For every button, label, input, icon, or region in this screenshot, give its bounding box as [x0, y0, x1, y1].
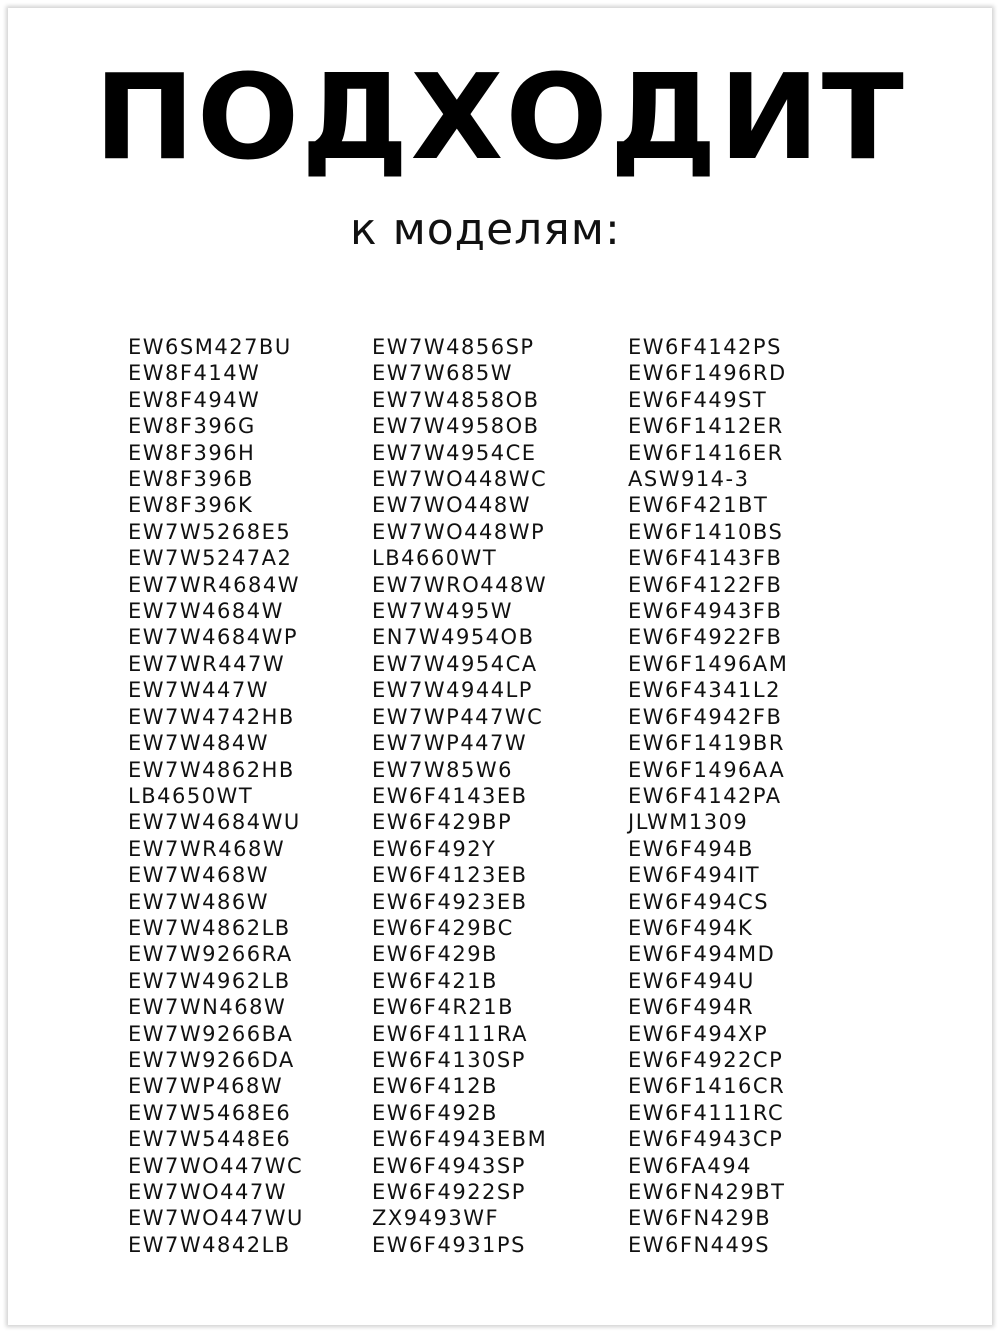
model-column-2: [372, 334, 547, 1258]
model-item: EW6F429B: [372, 942, 498, 967]
model-item: EW8F414W: [128, 361, 261, 386]
model-column-1: [128, 334, 304, 1258]
model-item: ASW914-3: [628, 467, 750, 492]
model-item: EW6F492Y: [372, 836, 497, 861]
model-item: EW7W4862HB: [128, 757, 295, 782]
model-item: EW7W4684WP: [128, 625, 299, 650]
model-item: EW7W5268E5: [128, 519, 292, 544]
model-item: EW7W4958OB: [372, 414, 540, 439]
model-item: EW6F429BP: [372, 810, 513, 835]
model-item: EW8F396H: [128, 440, 256, 465]
model-item: EW6F4123EB: [372, 863, 528, 888]
model-item: EW6F4922SP: [372, 1180, 526, 1204]
model-item: EW7W9266DA: [128, 1047, 295, 1072]
model-item: EW6SM427BU: [128, 335, 292, 359]
model-item: EW6F1412ER: [628, 414, 784, 439]
model-item: EW7WP468W: [128, 1074, 284, 1099]
model-item: EW6F412B: [372, 1074, 498, 1099]
model-item: EW7W484W: [128, 731, 270, 756]
model-item: EW7WN468W: [128, 995, 287, 1020]
model-item: EW8F396K: [128, 493, 254, 518]
model-item: EW6F4111RA: [372, 1021, 529, 1046]
model-item: EW7WRO448W: [372, 572, 548, 597]
model-item: ZX9493WF: [372, 1206, 500, 1231]
model-item: EW6F4143EB: [372, 783, 528, 808]
model-item: EW6F421B: [372, 968, 498, 993]
model-item: EW6F1410BS: [628, 519, 784, 544]
model-item: LB4650WT: [128, 783, 254, 808]
model-item: EW6F4142PS: [628, 335, 782, 359]
model-item: EW6F494MD: [628, 942, 776, 967]
model-item: EN7W4954OB: [372, 625, 535, 650]
model-item: EW7W4944LP: [372, 678, 533, 703]
model-item: EW6F4341L2: [628, 678, 781, 703]
model-item: EW6FN429BT: [628, 1180, 786, 1204]
model-item: EW6F4111RC: [628, 1100, 785, 1125]
model-item: EW7WO447WC: [128, 1153, 304, 1178]
model-item: EW6F492B: [372, 1100, 498, 1125]
model-item: EW6F4942FB: [628, 704, 783, 729]
model-item: EW6F494B: [628, 836, 754, 861]
model-item: EW7WO447WU: [128, 1206, 304, 1231]
model-item: EW7W4842LB: [128, 1232, 291, 1257]
model-item: EW6F4143FB: [628, 546, 783, 571]
model-item: EW7WP447W: [372, 731, 528, 756]
model-item: EW6F494CS: [628, 889, 770, 914]
model-item: EW6F4943FB: [628, 599, 783, 624]
model-item: EW7W486W: [128, 889, 270, 914]
model-item: EW6F494XP: [628, 1021, 769, 1046]
model-column-3: [628, 334, 788, 1258]
model-item: EW6F4943SP: [372, 1153, 526, 1178]
model-item: EW6F4922FB: [628, 625, 783, 650]
model-item: EW7W4684WU: [128, 810, 301, 835]
model-item: EW6F1419BR: [628, 731, 785, 756]
model-item: EW7W4954CA: [372, 651, 538, 676]
model-item: EW6F429BC: [372, 915, 514, 940]
model-item: EW7W4858OB: [372, 387, 540, 412]
model-item: EW8F396G: [128, 414, 256, 439]
model-item: EW6F421BT: [628, 493, 769, 518]
model-item: EW7WO448WC: [372, 467, 548, 492]
model-item: LB4660WT: [372, 546, 498, 571]
model-item: EW6F494R: [628, 995, 755, 1020]
model-item: EW7WO448W: [372, 493, 532, 518]
model-item: EW8F396B: [128, 467, 254, 492]
model-item: EW6FA494: [628, 1153, 752, 1178]
model-item: EW6F4R21B: [372, 995, 515, 1020]
model-item: EW7WO448WP: [372, 519, 546, 544]
model-item: EW7W4862LB: [128, 915, 291, 940]
model-item: EW6F1416ER: [628, 440, 784, 465]
model-item: EW6F4130SP: [372, 1047, 526, 1072]
model-item: EW7W685W: [372, 361, 514, 386]
model-item: EW6F4931PS: [372, 1232, 526, 1257]
model-item: EW7W468W: [128, 863, 270, 888]
model-item: EW7W4742HB: [128, 704, 295, 729]
model-item: EW6F494U: [628, 968, 755, 993]
model-item: EW7W495W: [372, 599, 514, 624]
model-item: EW7W4856SP: [372, 335, 535, 359]
model-item: EW7WR468W: [128, 836, 286, 861]
model-item: EW6F4922CP: [628, 1047, 784, 1072]
model-item: EW6F1496AA: [628, 757, 786, 782]
model-item: EW7WR4684W: [128, 572, 300, 597]
page-title: ПОДХОДИТ: [94, 48, 906, 186]
model-item: EW7WP447WC: [372, 704, 544, 729]
model-item: EW6F494IT: [628, 863, 761, 888]
model-item: EW6F494K: [628, 915, 754, 940]
model-item: EW6FN429B: [628, 1206, 772, 1231]
model-item: EW7W85W6: [372, 757, 514, 782]
model-item: EW7W4954CE: [372, 440, 537, 465]
model-item: EW7W4962LB: [128, 968, 291, 993]
page-subtitle: к моделям:: [350, 204, 621, 255]
model-item: EW7W5247A2: [128, 546, 293, 571]
model-item: EW6F449ST: [628, 387, 768, 412]
model-item: EW6F4923EB: [372, 889, 528, 914]
model-item: EW6F4142PA: [628, 783, 782, 808]
model-item: EW7W5468E6: [128, 1100, 292, 1125]
model-item: EW6FN449S: [628, 1232, 771, 1257]
model-item: EW6F1416CR: [628, 1074, 786, 1099]
model-item: EW6F1496AM: [628, 651, 789, 676]
model-item: EW7WO447W: [128, 1180, 288, 1204]
model-item: EW8F494W: [128, 387, 261, 412]
model-item: EW6F1496RD: [628, 361, 787, 386]
model-item: EW6F4943EBM: [372, 1127, 548, 1152]
model-item: EW7W9266RA: [128, 942, 293, 967]
model-item: EW7W4684W: [128, 599, 284, 624]
model-item: EW7WR447W: [128, 651, 286, 676]
model-item: EW7W9266BA: [128, 1021, 294, 1046]
document-page: [8, 8, 992, 1325]
model-item: EW7W5448E6: [128, 1127, 292, 1152]
model-item: EW6F4943CP: [628, 1127, 784, 1152]
model-item: EW7W447W: [128, 678, 270, 703]
model-item: EW6F4122FB: [628, 572, 783, 597]
model-item: JLWM1309: [628, 810, 749, 835]
